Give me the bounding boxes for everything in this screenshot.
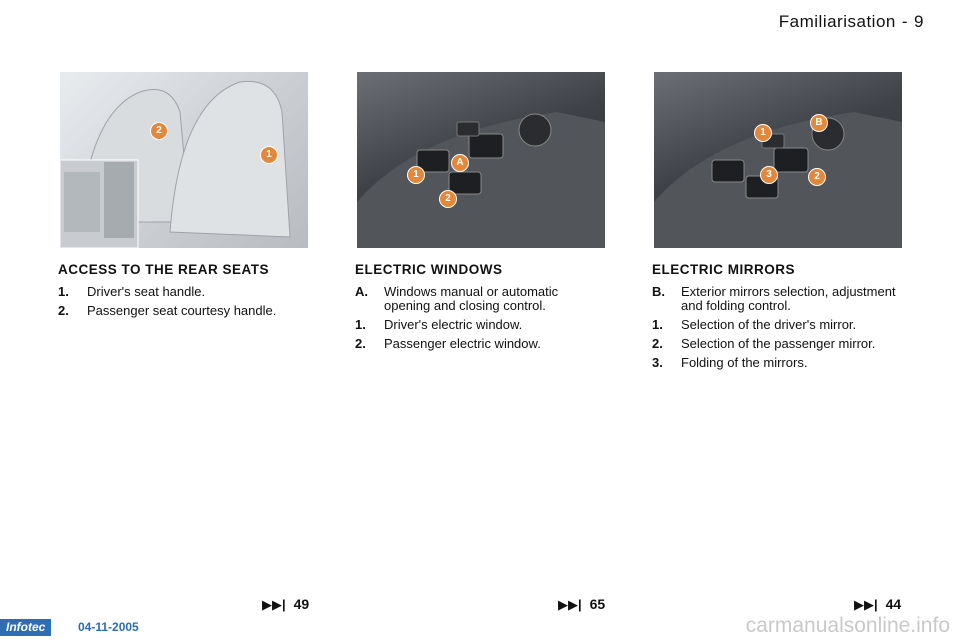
- page-header: Familiarisation - 9: [778, 12, 924, 31]
- list-item: 2. Passenger electric window.: [355, 336, 541, 351]
- electric-mirrors-section: [652, 262, 902, 375]
- page-reference-windows[interactable]: ▶▶| 65: [558, 596, 606, 612]
- next-arrow-icon: ▶▶|: [854, 597, 878, 612]
- header-title: Familiarisation: [778, 12, 896, 31]
- list-item: 2. Selection of the passenger mirror.: [652, 336, 876, 351]
- list-item: 1. Driver's seat handle.: [58, 284, 206, 299]
- callout-1: 1: [407, 166, 425, 184]
- list-item: B. Exterior mirrors selection, adjustment and folding control.: [652, 284, 896, 313]
- next-arrow-icon: ▶▶|: [558, 597, 582, 612]
- footer-date: 04-11-2005: [78, 620, 139, 634]
- page-reference-mirrors[interactable]: ▶▶| 44: [854, 596, 902, 612]
- callout-2: 2: [808, 168, 826, 186]
- list-item: A. Windows manual or automatic opening and closing control.: [355, 284, 559, 313]
- section-title: ACCESS TO THE REAR SEATS: [58, 262, 270, 277]
- section-title: ELECTRIC MIRRORS: [652, 262, 795, 277]
- section-title: ELECTRIC WINDOWS: [355, 262, 503, 277]
- list-item: 1. Driver's electric window.: [355, 317, 523, 332]
- mirror-controls-photo: [654, 72, 902, 248]
- mirror-controls-illustration: [654, 72, 902, 248]
- infotec-logo: Infotec: [0, 619, 51, 636]
- window-controls-photo: [357, 72, 605, 248]
- list-item: 2. Passenger seat courtesy handle.: [58, 303, 277, 318]
- next-arrow-icon: ▶▶|: [262, 597, 286, 612]
- callout-b: B: [810, 114, 828, 132]
- window-controls-illustration: [357, 72, 605, 248]
- callout-1: 1: [754, 124, 772, 142]
- rear-seats-section: [58, 262, 308, 323]
- page-number: 9: [914, 12, 924, 31]
- page-reference-seats[interactable]: ▶▶| 49: [262, 596, 310, 612]
- watermark: carmanualsonline.info: [745, 614, 950, 637]
- seats-photo: [60, 72, 308, 248]
- callout-a: A: [451, 154, 469, 172]
- callout-2: 2: [439, 190, 457, 208]
- list-item: 3. Folding of the mirrors.: [652, 355, 808, 370]
- callout-2: 2: [150, 122, 168, 140]
- list-item: 1. Selection of the driver's mirror.: [652, 317, 857, 332]
- callout-3: 3: [760, 166, 778, 184]
- callout-1: 1: [260, 146, 278, 164]
- electric-windows-section: [355, 262, 605, 356]
